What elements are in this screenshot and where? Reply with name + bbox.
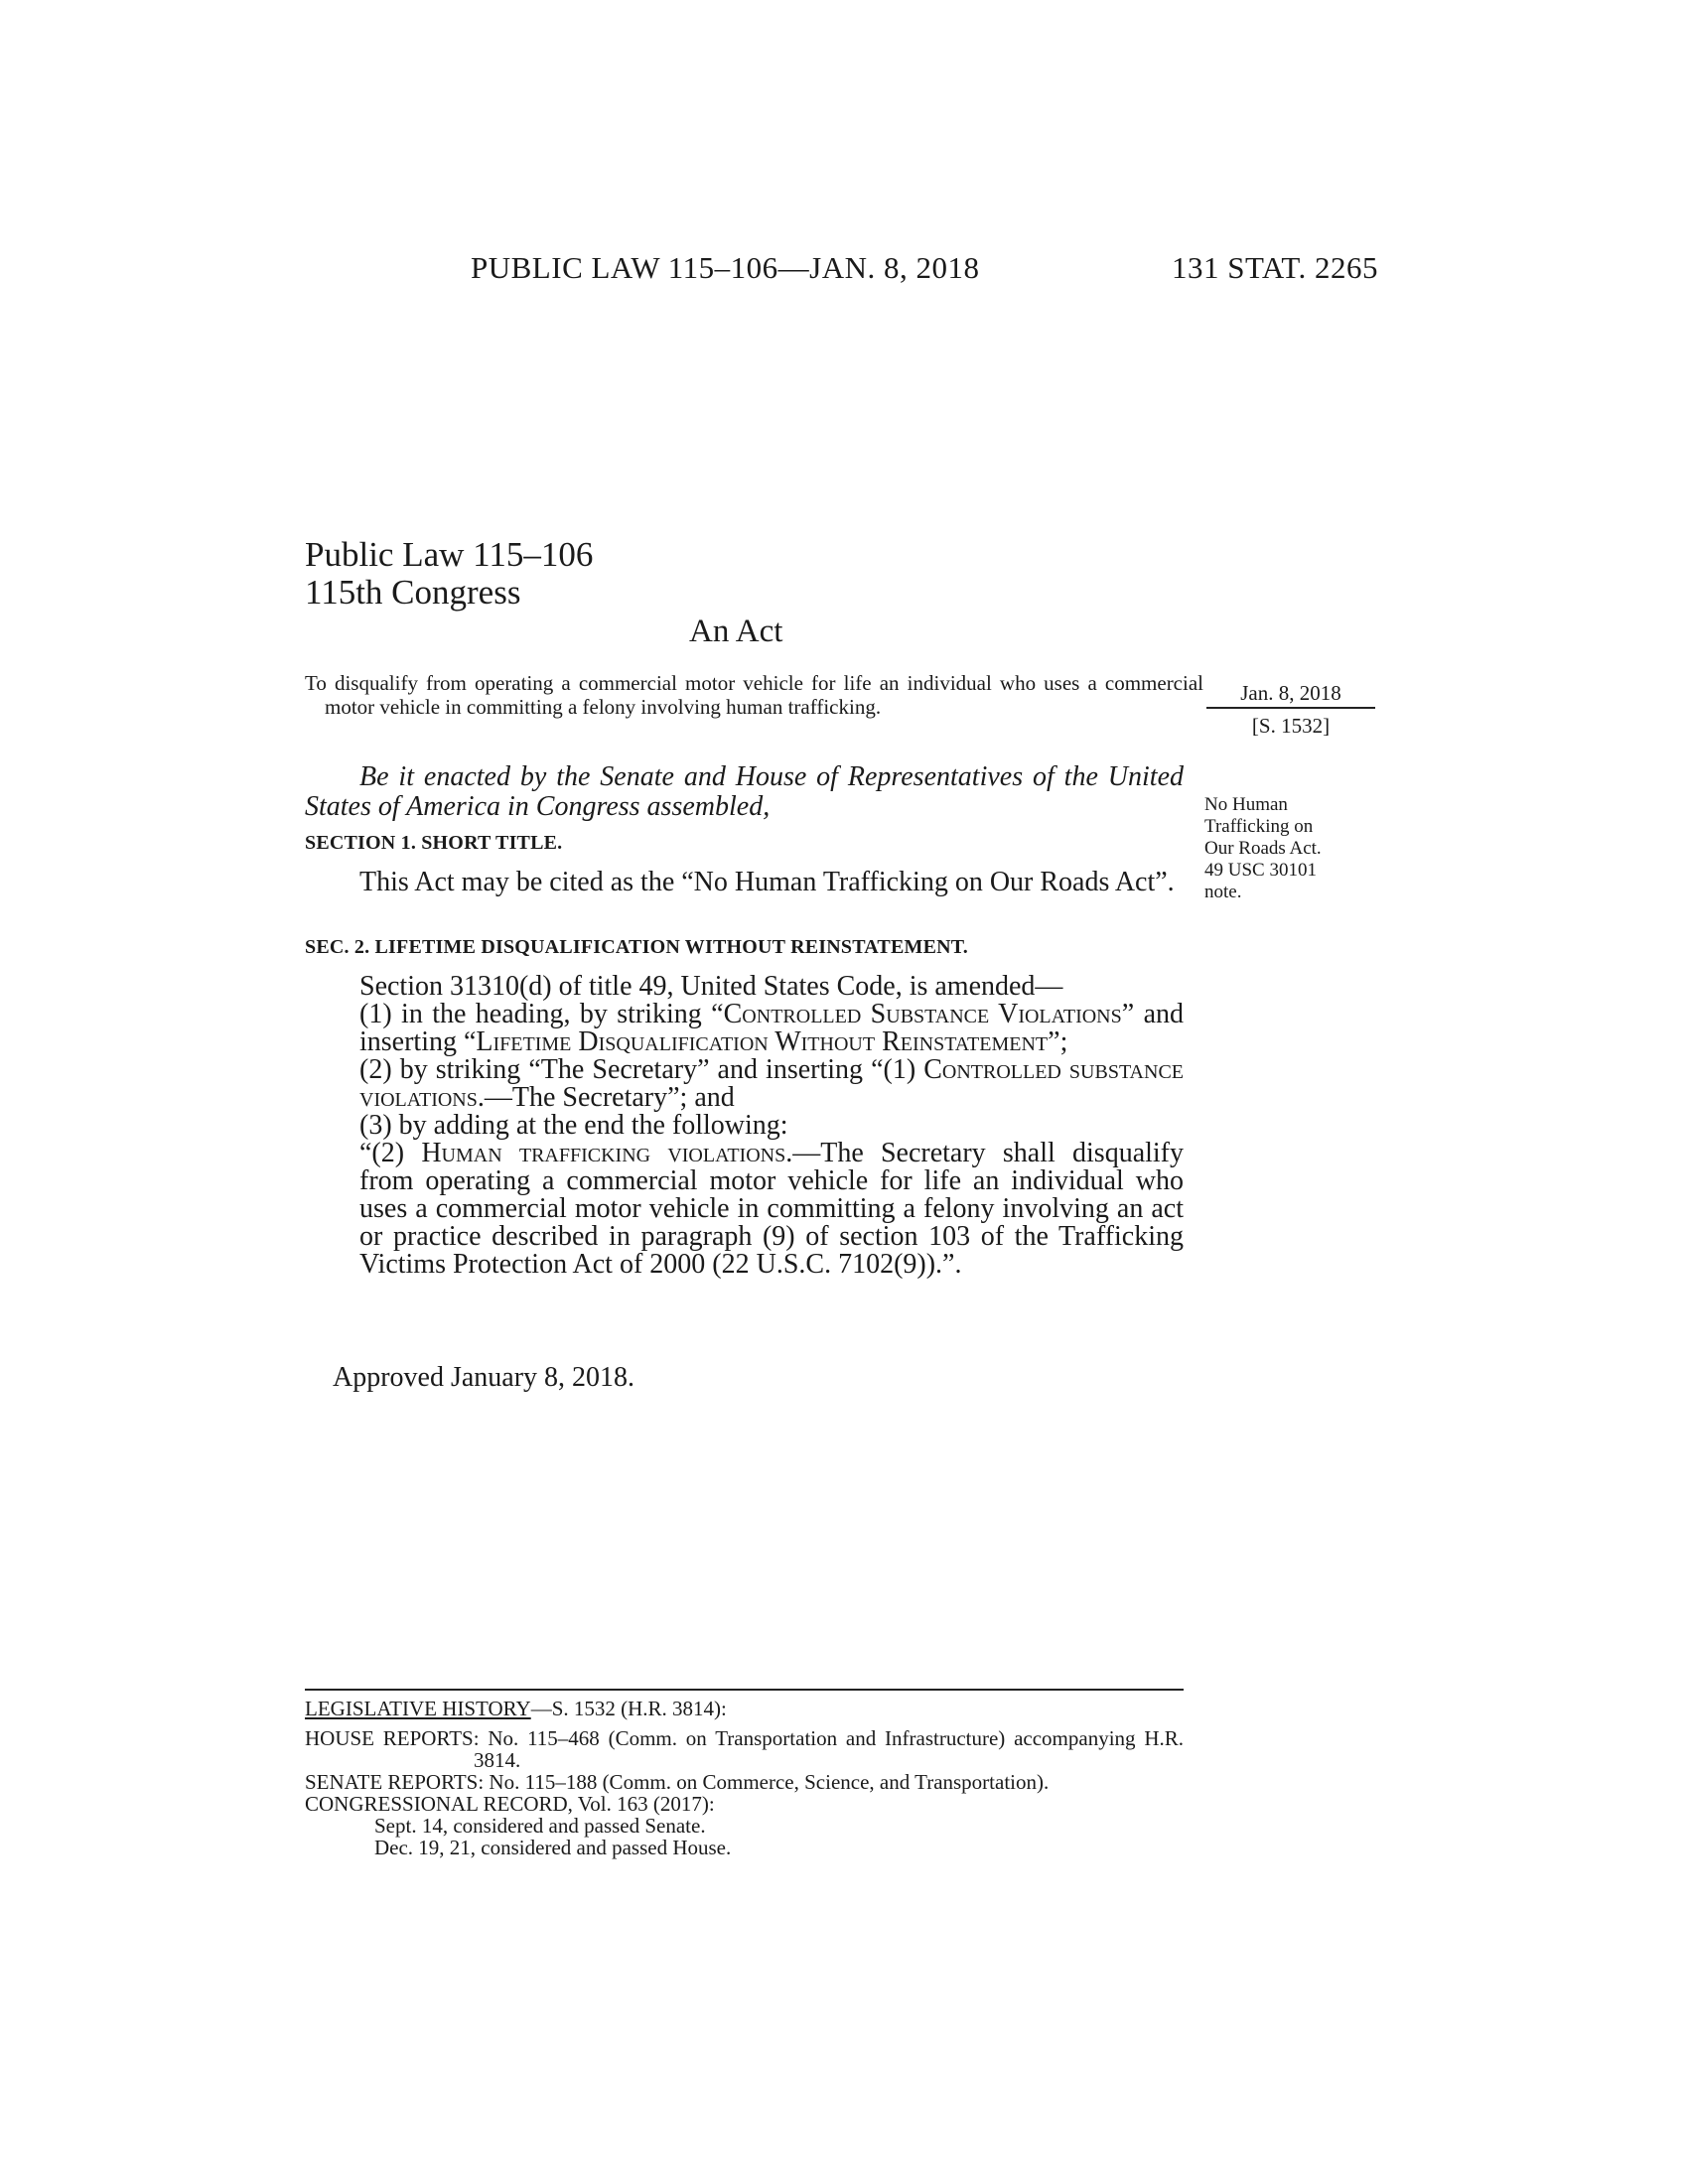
footnote-divider [305, 1689, 1184, 1691]
section2-item-3: (3) by adding at the end the following: [359, 1110, 788, 1141]
margin-note-line: Our Roads Act. [1204, 838, 1322, 859]
section2-item-2: (2) by striking “The Secretary” and inserting “(1) Controlled substance violations.—The Secretary”; and [359, 1054, 1184, 1113]
margin-note [1204, 794, 1383, 903]
an-act-heading: An Act [689, 614, 783, 649]
congressional-record: CONGRESSIONAL RECORD, Vol. 163 (2017): [305, 1792, 715, 1816]
margin-note-line: No Human [1204, 794, 1288, 815]
section1-heading: SECTION 1. SHORT TITLE. [305, 832, 563, 854]
margin-note-line: note. [1204, 882, 1242, 902]
section2-item-1: (1) in the heading, by striking “Controlled Substance Violations” and inserting “Lifetime Disqualification Without Reinstatement”; [359, 999, 1185, 1057]
purpose-statement: To disqualify from operating a commercial motor vehicle for life an individual who uses a commercial motor vehicle in committing a felony involving human trafficking. [305, 671, 1203, 719]
margin-note-line: Trafficking on [1204, 816, 1314, 837]
house-reports: HOUSE REPORTS: No. 115–468 (Comm. on Transportation and Infrastructure) accompanying H.R. 3814. [305, 1726, 1184, 1772]
approved-date: Approved January 8, 2018. [333, 1362, 635, 1393]
sidebar-date: Jan. 8, 2018 [1206, 681, 1375, 709]
senate-action: Sept. 14, considered and passed Senate. [374, 1814, 706, 1838]
running-head: PUBLIC LAW 115–106—JAN. 8, 2018 [471, 250, 980, 285]
statute-page-number: 131 STAT. 2265 [1171, 250, 1378, 285]
section2-heading: SEC. 2. LIFETIME DISQUALIFICATION WITHOUT REINSTATEMENT. [305, 936, 969, 958]
section2-intro: Section 31310(d) of title 49, United States Code, is amended— [359, 971, 1063, 1002]
legislative-history [305, 1698, 1184, 1858]
senate-reports: SENATE REPORTS: No. 115–188 (Comm. on Commerce, Science, and Transportation). [305, 1770, 1050, 1794]
section2-body [305, 973, 1184, 1279]
congress-label: 115th Congress [305, 573, 521, 612]
sidebar-bill-number: [S. 1532] [1251, 714, 1331, 738]
section2-quoted-text: “(2) Human trafficking violations.—The Secretary shall disqualify from operating a commercial motor vehicle for life an individual who uses a commercial motor vehicle in committing a felony involving an act or practice described in paragraph (9) of section 103 of the Trafficking Victims Protection Act of 2000 (22 U.S.C. 7102(9)).”. [359, 1138, 1185, 1280]
section1-text: This Act may be cited as the “No Human Trafficking on Our Roads Act”. [359, 867, 1175, 897]
house-action: Dec. 19, 21, considered and passed House. [374, 1836, 732, 1859]
legislative-history-heading: LEGISLATIVE HISTORY—S. 1532 (H.R. 3814): [305, 1697, 727, 1720]
public-law-title: Public Law 115–106 [305, 535, 594, 574]
margin-note-line: 49 USC 30101 [1204, 860, 1317, 881]
enacting-clause: Be it enacted by the Senate and House of Representatives of the United States of America in Congress assembled, [305, 761, 1184, 822]
